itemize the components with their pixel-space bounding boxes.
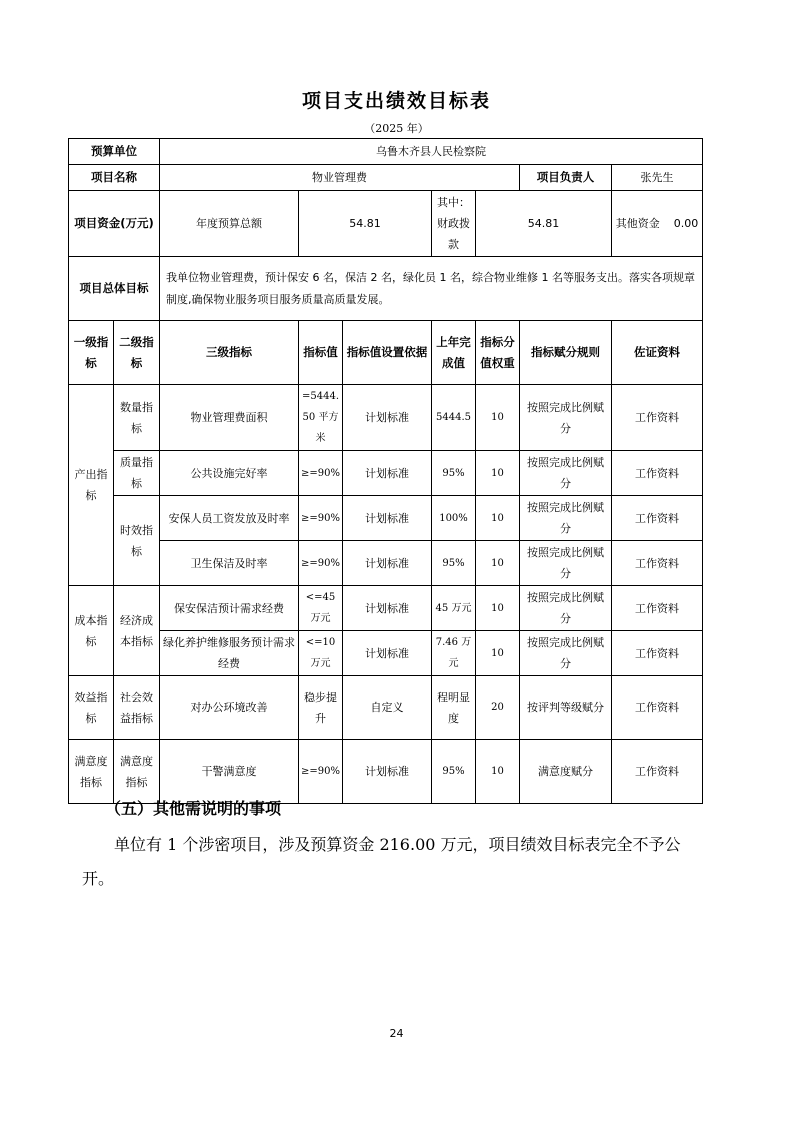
row-weight: 10 [476, 385, 520, 451]
row-weight: 10 [476, 496, 520, 541]
row-name: 保安保洁预计需求经费 [160, 586, 299, 631]
row-rule: 满意度赋分 [520, 740, 612, 804]
group-satisfaction2: 满意度指标 [114, 740, 160, 804]
project-lead-label: 项目负责人 [520, 165, 612, 191]
row-weight: 10 [476, 451, 520, 496]
row-rule: 按照完成比例赋分 [520, 541, 612, 586]
row-value: ≥=90% [299, 541, 343, 586]
row-weight: 10 [476, 586, 520, 631]
col-weight: 指标分值权重 [476, 321, 520, 385]
row-value: <=10 万元 [299, 631, 343, 676]
row-basis: 计划标准 [343, 740, 432, 804]
table-row [69, 676, 703, 740]
table-row [69, 496, 703, 541]
row-last: 95% [432, 740, 476, 804]
fiscal-label: 其中：财政拨款 [432, 191, 476, 257]
section-text: 单位有 1 个涉密项目，涉及预算资金 216.00 万元，项目绩效目标表完全不予公开。 [82, 835, 681, 888]
row-value: =5444.50 平方米 [299, 385, 343, 451]
row-last: 95% [432, 541, 476, 586]
row-name: 绿化养护维修服务预计需求经费 [160, 631, 299, 676]
row-evidence: 工作资料 [612, 451, 703, 496]
row-basis: 计划标准 [343, 586, 432, 631]
funds-label: 项目资金(万元) [69, 191, 160, 257]
row-rule: 按照完成比例赋分 [520, 631, 612, 676]
col-basis: 指标值设置依据 [343, 321, 432, 385]
row-weight: 20 [476, 676, 520, 740]
row-evidence: 工作资料 [612, 586, 703, 631]
row-last: 45 万元 [432, 586, 476, 631]
table-row [69, 257, 703, 321]
row-evidence: 工作资料 [612, 496, 703, 541]
row-last: 7.46 万元 [432, 631, 476, 676]
group-cost: 成本指标 [69, 586, 114, 676]
group-timeliness: 时效指标 [114, 496, 160, 586]
table-row [69, 586, 703, 631]
row-basis: 计划标准 [343, 541, 432, 586]
col-level3: 三级指标 [160, 321, 299, 385]
row-basis: 计划标准 [343, 631, 432, 676]
row-evidence: 工作资料 [612, 541, 703, 586]
row-name: 安保人员工资发放及时率 [160, 496, 299, 541]
table-row [69, 385, 703, 451]
col-rule: 指标赋分规则 [520, 321, 612, 385]
row-rule: 按照完成比例赋分 [520, 496, 612, 541]
other-funds-label: 其他资金 [615, 217, 660, 230]
table-row [69, 740, 703, 804]
row-value: 稳步提升 [299, 676, 343, 740]
budget-unit-label: 预算单位 [69, 139, 160, 165]
table-row [69, 451, 703, 496]
group-quality: 质量指标 [114, 451, 160, 496]
col-evidence: 佐证资料 [612, 321, 703, 385]
page-number: 24 [389, 1027, 404, 1040]
row-name: 卫生保洁及时率 [160, 541, 299, 586]
table-row [69, 541, 703, 586]
row-name: 公共设施完好率 [160, 451, 299, 496]
row-rule: 按照完成比例赋分 [520, 451, 612, 496]
row-name: 物业管理费面积 [160, 385, 299, 451]
group-output: 产出指标 [69, 385, 114, 586]
row-last: 100% [432, 496, 476, 541]
row-last: 5444.5 [432, 385, 476, 451]
overall-goal-label: 项目总体目标 [69, 257, 160, 321]
row-basis: 自定义 [343, 676, 432, 740]
row-value: ≥=90% [299, 451, 343, 496]
budget-unit-value: 乌鲁木齐县人民检察院 [160, 139, 703, 165]
group-social-benefit: 社会效益指标 [114, 676, 160, 740]
row-last: 程明显度 [432, 676, 476, 740]
group-economic-cost: 经济成本指标 [114, 586, 160, 676]
row-weight: 10 [476, 541, 520, 586]
col-last-year: 上年完成值 [432, 321, 476, 385]
project-name-value: 物业管理费 [160, 165, 520, 191]
group-satisfaction: 满意度指标 [69, 740, 114, 804]
section-heading: （五）其他需说明的事项 [105, 799, 282, 818]
col-level1: 一级指标 [69, 321, 114, 385]
row-rule: 按评判等级赋分 [520, 676, 612, 740]
annual-budget-label: 年度预算总额 [160, 191, 299, 257]
annual-budget-value: 54.81 [299, 191, 432, 257]
row-value: ≥=90% [299, 496, 343, 541]
row-evidence: 工作资料 [612, 740, 703, 804]
year-label: （2025 年） [364, 122, 429, 135]
table-row [69, 139, 703, 165]
table-row [69, 191, 703, 257]
row-weight: 10 [476, 740, 520, 804]
row-basis: 计划标准 [343, 496, 432, 541]
fiscal-value: 54.81 [476, 191, 612, 257]
row-weight: 10 [476, 631, 520, 676]
table-header-row [69, 321, 703, 385]
project-name-label: 项目名称 [69, 165, 160, 191]
other-funds-value [612, 191, 703, 257]
performance-table [68, 138, 703, 804]
other-funds-amount: 0.00 [673, 217, 699, 230]
row-name: 对办公环境改善 [160, 676, 299, 740]
row-evidence: 工作资料 [612, 631, 703, 676]
row-basis: 计划标准 [343, 451, 432, 496]
overall-goal-text: 我单位物业管理费，预计保安 6 名，保洁 2 名，绿化员 1 名，综合物业维修 1 名等服务支出。落实各项规章制度,确保物业服务项目服务质量高质量发展。 [160, 257, 703, 321]
row-name: 干警满意度 [160, 740, 299, 804]
table-row [69, 631, 703, 676]
row-evidence: 工作资料 [612, 385, 703, 451]
row-value: ≥=90% [299, 740, 343, 804]
table-row [69, 165, 703, 191]
row-value: <=45 万元 [299, 586, 343, 631]
col-level2: 二级指标 [114, 321, 160, 385]
row-rule: 按照完成比例赋分 [520, 586, 612, 631]
row-evidence: 工作资料 [612, 676, 703, 740]
row-last: 95% [432, 451, 476, 496]
row-basis: 计划标准 [343, 385, 432, 451]
page-title: 项目支出绩效目标表 [301, 90, 491, 112]
project-lead-value: 张先生 [612, 165, 703, 191]
group-quantity: 数量指标 [114, 385, 160, 451]
group-benefit: 效益指标 [69, 676, 114, 740]
col-value: 指标值 [299, 321, 343, 385]
row-rule: 按照完成比例赋分 [520, 385, 612, 451]
